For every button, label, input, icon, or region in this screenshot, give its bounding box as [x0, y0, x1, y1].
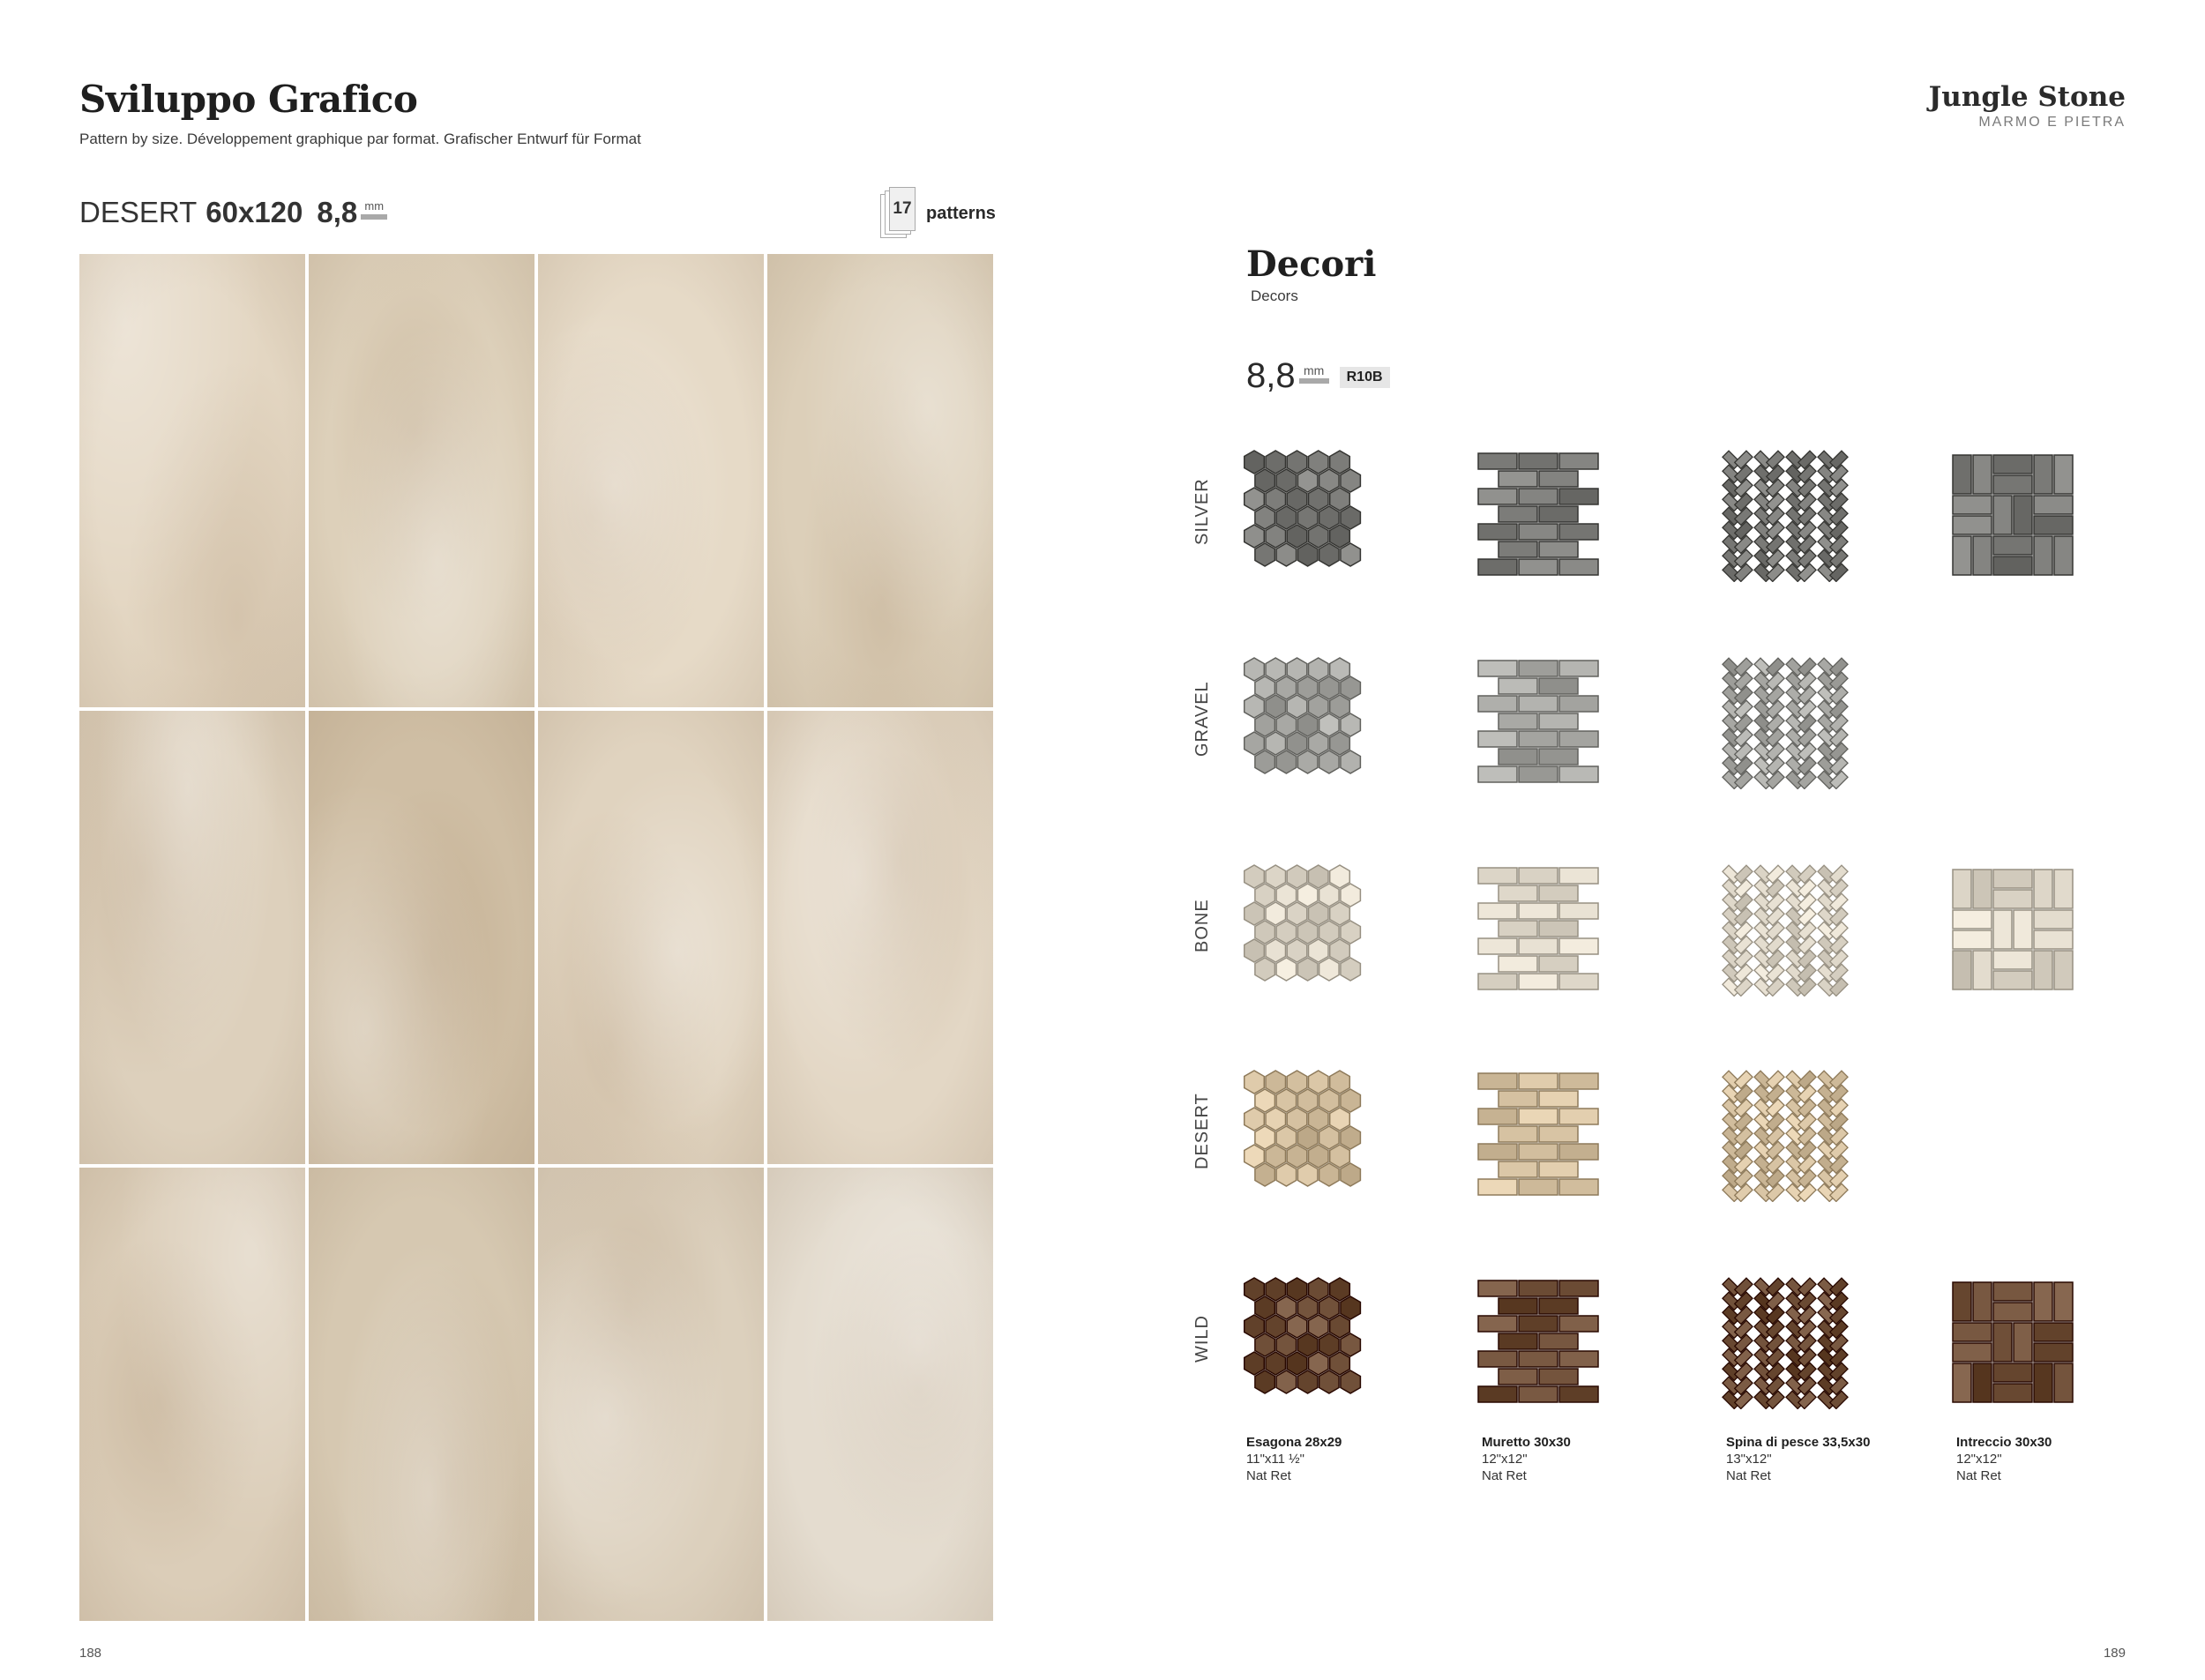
brand-name: Jungle Stone: [1928, 81, 2126, 113]
row-label-bone: BONE: [1192, 899, 1212, 953]
stone-slab: [767, 254, 993, 707]
silver-weave-mosaic: [1947, 450, 2080, 582]
caption-size: 12"x12": [1956, 1452, 2002, 1467]
stone-slab: [309, 254, 534, 707]
format-line: [79, 196, 387, 229]
format-thickness: 8,8: [317, 196, 358, 228]
decori-title: Decori: [1246, 243, 1377, 285]
brand-subtitle: MARMO E PIETRA: [1978, 115, 2126, 130]
row-label-wild: WILD: [1192, 1315, 1212, 1363]
stone-slab: [538, 254, 764, 707]
decori-thickness-unit: mm: [1299, 363, 1329, 381]
caption-finish: Nat Ret: [1246, 1468, 1291, 1483]
page-number-left: 188: [79, 1646, 102, 1661]
stone-slab: [538, 711, 764, 1164]
thickness-unit: mm: [361, 199, 387, 217]
caption-size: 11"x11 ½": [1246, 1452, 1304, 1467]
bone-brick-mosaic: [1473, 864, 1605, 997]
caption-finish: Nat Ret: [1482, 1468, 1527, 1483]
decori-spec: [1246, 356, 1390, 396]
silver-hex-mosaic: [1244, 450, 1376, 582]
stone-slab: [79, 711, 305, 1164]
bone-herringbone-mosaic: [1720, 864, 1852, 997]
page-subtitle: Pattern by size. Développement graphique par format. Grafischer Entwurf für Format: [79, 131, 641, 147]
wild-herringbone-mosaic: [1720, 1277, 1852, 1409]
stone-slab: [767, 711, 993, 1164]
silver-herringbone-mosaic: [1720, 450, 1852, 582]
bone-hex-mosaic: [1244, 864, 1376, 997]
caption-hexagon: [1246, 1434, 1342, 1484]
caption-name: Intreccio 30x30: [1956, 1435, 2052, 1450]
slip-rating-badge: R10B: [1340, 367, 1390, 388]
stone-slab: [767, 1168, 993, 1621]
page-number-right: 189: [2103, 1646, 2126, 1661]
pattern-count: 17: [889, 187, 916, 231]
format-color: DESERT: [79, 196, 198, 228]
caption-size: 13"x12": [1726, 1452, 1772, 1467]
caption-brick: [1482, 1434, 1571, 1484]
row-label-gravel: GRAVEL: [1192, 681, 1212, 757]
tile-layout-preview: [79, 254, 993, 1621]
caption-finish: Nat Ret: [1956, 1468, 2001, 1483]
brand-block: [1929, 81, 2126, 131]
stone-slab: [79, 1168, 305, 1621]
stone-slab: [309, 711, 534, 1164]
decori-thickness: 8,8: [1246, 356, 1296, 395]
desert-herringbone-mosaic: [1720, 1070, 1852, 1202]
row-label-silver: SILVER: [1192, 478, 1212, 545]
page-title: Sviluppo Grafico: [79, 78, 418, 121]
stone-slab: [79, 254, 305, 707]
patterns-label: patterns: [926, 203, 996, 223]
caption-name: Spina di pesce 33,5x30: [1726, 1435, 1871, 1450]
desert-brick-mosaic: [1473, 1070, 1605, 1202]
silver-brick-mosaic: [1473, 450, 1605, 582]
gravel-herringbone-mosaic: [1720, 657, 1852, 789]
row-label-desert: DESERT: [1192, 1093, 1212, 1170]
caption-name: Esagona 28x29: [1246, 1435, 1342, 1450]
format-size: 60x120: [206, 196, 303, 228]
pattern-stack-icon: [880, 187, 917, 240]
gravel-brick-mosaic: [1473, 657, 1605, 789]
decori-subtitle: Decors: [1251, 287, 1298, 304]
wild-hex-mosaic: [1244, 1277, 1376, 1409]
caption-herringbone: [1726, 1434, 1870, 1484]
stone-slab: [538, 1168, 764, 1621]
desert-hex-mosaic: [1244, 1070, 1376, 1202]
caption-finish: Nat Ret: [1726, 1468, 1771, 1483]
wild-weave-mosaic: [1947, 1277, 2080, 1409]
bone-weave-mosaic: [1947, 864, 2080, 997]
patterns-indicator: [880, 187, 996, 240]
stone-slab: [309, 1168, 534, 1621]
caption-size: 12"x12": [1482, 1452, 1528, 1467]
gravel-hex-mosaic: [1244, 657, 1376, 789]
caption-name: Muretto 30x30: [1482, 1435, 1571, 1450]
caption-weave: [1956, 1434, 2052, 1484]
wild-brick-mosaic: [1473, 1277, 1605, 1409]
